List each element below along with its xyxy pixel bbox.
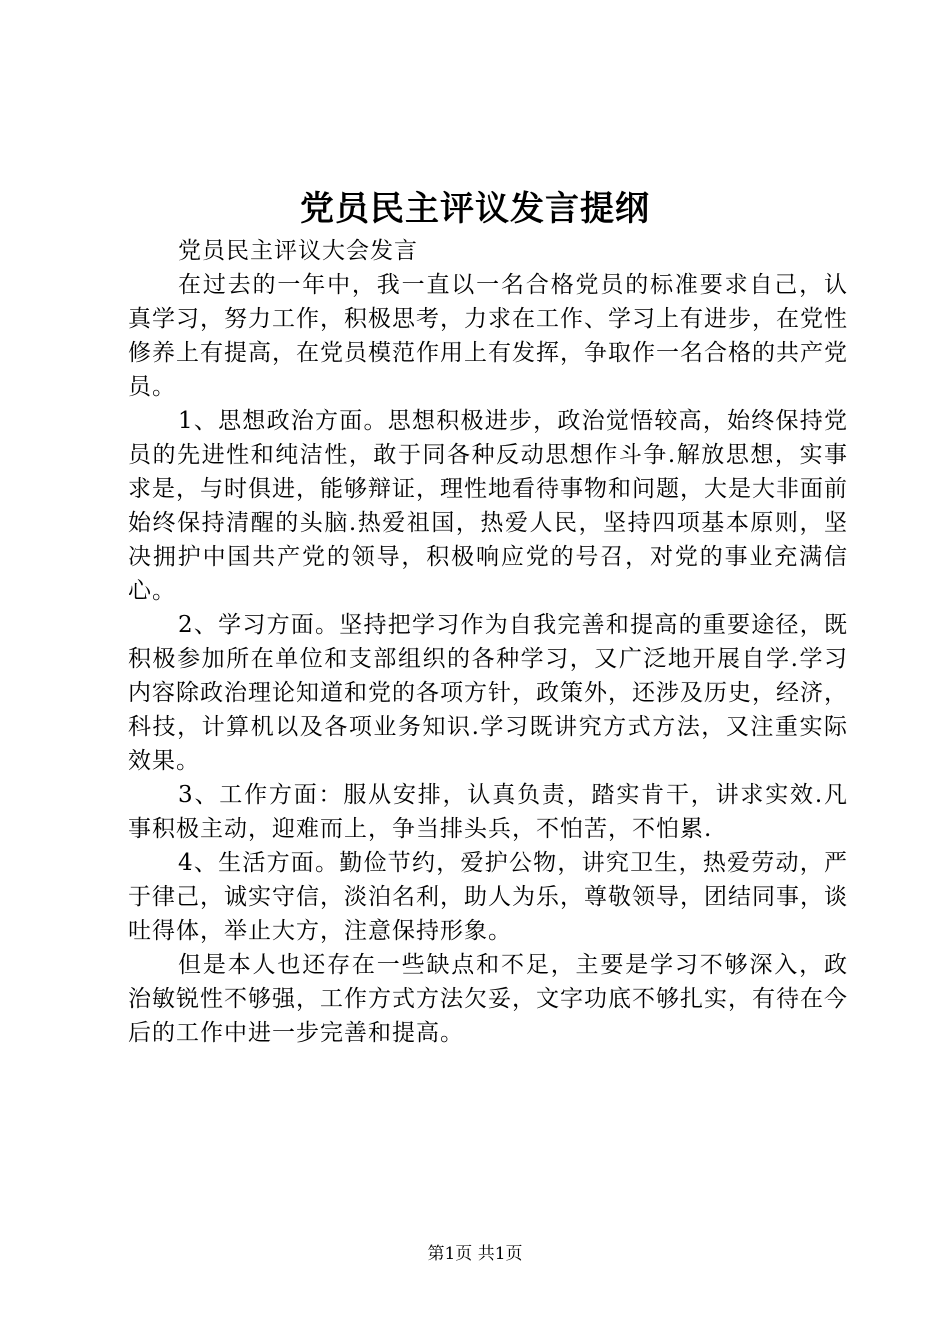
document-title: 党员民主评议发言提纲: [300, 189, 650, 229]
paragraph-work: 3、工作方面：服从安排，认真负责，踏实肯干，讲求实效.凡事积极主动，迎难而上，争当排头兵，不怕苦，不怕累.: [128, 782, 848, 842]
document-body: [128, 234, 848, 1050]
paragraph-study: 2、学习方面。坚持把学习作为自我完善和提高的重要途径，既积极参加所在单位和支部组织的各种学习，又广泛地开展自学.学习内容除政治理论知道和党的各项方针，政策外，还涉及历史，经济，科技，计算机以及各项业务知识.学习既讲究方式方法，又注重实际效果。: [128, 612, 848, 774]
paragraph-ideology: 1、思想政治方面。思想积极进步，政治觉悟较高，始终保持党员的先进性和纯洁性，敢于同各种反动思想作斗争.解放思想，实事求是，与时俱进，能够辩证，理性地看待事物和问题，大是大非面前始终保持清醒的头脑.热爱祖国，热爱人民，坚持四项基本原则，坚决拥护中国共产党的领导，积极响应党的号召，对党的事业充满信心。: [128, 408, 848, 604]
paragraph-shortcomings: 但是本人也还存在一些缺点和不足，主要是学习不够深入，政治敏锐性不够强，工作方式方法欠妥，文字功底不够扎实，有待在今后的工作中进一步完善和提高。: [128, 952, 848, 1046]
page-number-footer: 第1页 共1页: [427, 1244, 523, 1264]
paragraph-intro: 在过去的一年中，我一直以一名合格党员的标准要求自己，认真学习，努力工作，积极思考，力求在工作、学习上有进步，在党性修养上有提高，在党员模范作用上有发挥，争取作一名合格的共产党员。: [128, 272, 848, 400]
document-subtitle: 党员民主评议大会发言: [178, 238, 418, 264]
paragraph-life: 4、生活方面。勤俭节约，爱护公物，讲究卫生，热爱劳动，严于律己，诚实守信，淡泊名利，助人为乐，尊敬领导，团结同事，谈吐得体，举止大方，注意保持形象。: [128, 850, 848, 944]
